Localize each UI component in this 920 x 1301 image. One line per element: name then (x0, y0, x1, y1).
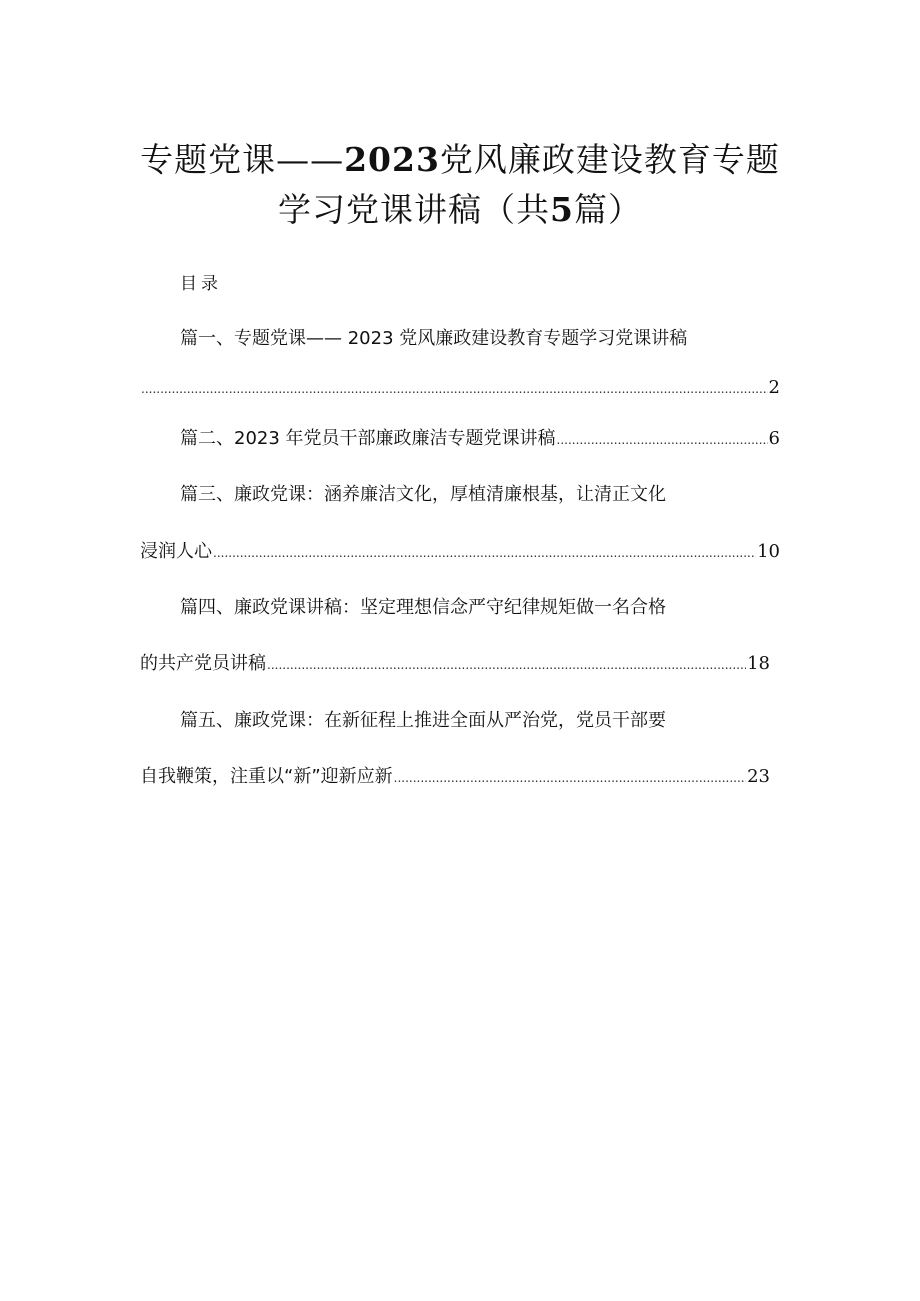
title-year: 2023 (344, 140, 440, 179)
toc-entry-5-title[interactable] (180, 708, 666, 734)
toc-entry-3-leader-line[interactable] (140, 539, 780, 566)
toc-entry-3-text: 篇三、廉政党课：涵养廉洁文化，厚植清廉根基，让清正文化 (180, 484, 666, 505)
toc-entry-1-title[interactable] (180, 326, 687, 352)
document-title-line-1 (0, 140, 920, 180)
toc-entry-3-line-2: 浸润人心 (140, 541, 212, 562)
title-count: 5 (550, 190, 574, 229)
toc-entry-5-text: 篇五、廉政党课：在新征程上推进全面从严治党，党员干部要 (180, 710, 666, 731)
toc-entry-4-page: 18 (747, 653, 770, 674)
title-suffix: 党风廉政建设教育专题 (439, 140, 780, 179)
toc-entry-1-dot-leader (141, 376, 768, 402)
toc-heading: 目录 (180, 274, 222, 294)
toc-entry-4-leader-line[interactable] (140, 651, 770, 678)
toc-entry-4-line-2: 的共产党员讲稿 (140, 653, 266, 674)
title-line-2-prefix: 学习党课讲稿（共 (278, 190, 551, 229)
toc-entry-2-text: 篇二、2023 年党员干部廉政廉洁专题党课讲稿 (180, 428, 556, 449)
title-prefix: 专题党课—— (140, 140, 345, 179)
toc-entry-1-page: 2 (768, 377, 780, 398)
document-title-line-2 (0, 190, 920, 230)
toc-entry-3-title[interactable] (180, 482, 666, 508)
toc-entry-4-dot-leader (267, 652, 746, 678)
toc-entry-1-leader-line[interactable] (140, 375, 780, 402)
toc-entry-4-text: 篇四、廉政党课讲稿：坚定理想信念严守纪律规矩做一名合格 (180, 597, 666, 618)
toc-entry-4-title[interactable] (180, 595, 666, 621)
toc-entry-5-leader-line[interactable] (140, 764, 770, 791)
toc-entry-3-page: 10 (757, 541, 780, 562)
toc-entry-3-dot-leader (213, 540, 756, 566)
toc-entry-1-text: 篇一、专题党课—— 2023 党风廉政建设教育专题学习党课讲稿 (180, 328, 688, 349)
toc-entry-5-page: 23 (747, 766, 770, 787)
toc-entry-2-dot-leader (557, 427, 768, 453)
title-line-2-suffix: 篇） (573, 190, 642, 229)
toc-entry-5-dot-leader (394, 765, 746, 791)
toc-entry-2-page: 6 (768, 428, 780, 449)
toc-entry-5-line-2: 自我鞭策，注重以“新”迎新应新 (140, 766, 393, 787)
toc-entry-2[interactable] (180, 426, 780, 453)
